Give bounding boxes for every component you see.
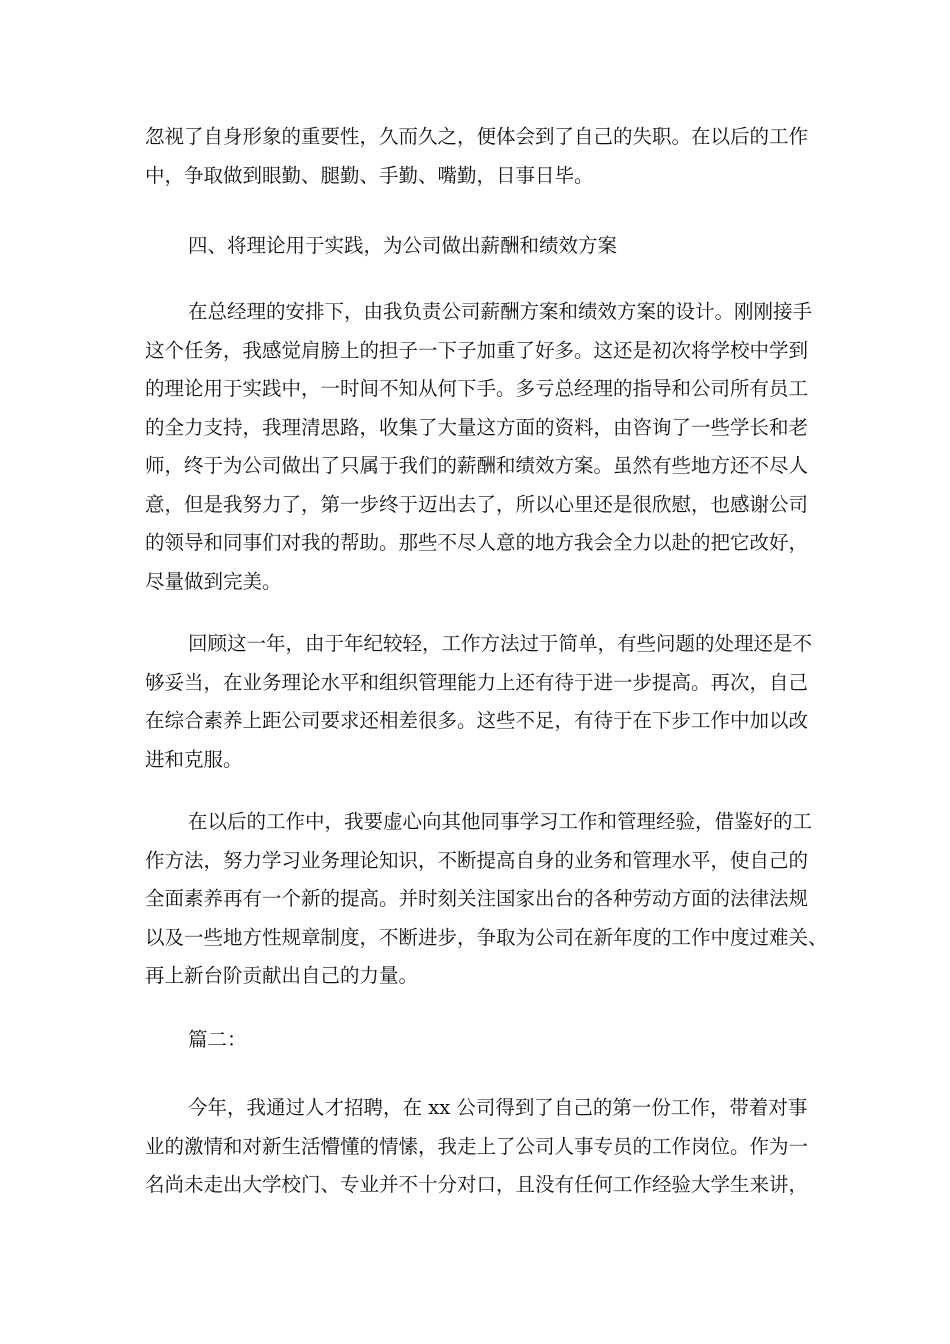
text-line: 的全力支持，我理清思路，收集了大量这方面的资料，由咨询了一些学长和老 bbox=[145, 415, 809, 439]
paragraph-continuation bbox=[145, 118, 811, 195]
paragraph-intro bbox=[145, 1089, 811, 1205]
text-line: 在综合素养上距公司要求还相差很多。这些不足，有待于在下步工作中加以改 bbox=[145, 709, 809, 732]
text-line: 的理论用于实践中，一时间不知从何下手。多亏总经理的指导和公司所有员工 bbox=[145, 377, 809, 400]
text-line: 作方法，努力学习业务理论知识，不断提高自身的业务和管理水平，使自己的 bbox=[145, 848, 809, 872]
text-line: 师，终于为公司做出了只属于我们的薪酬和绩效方案。虽然有些地方还不尽人 bbox=[145, 454, 809, 477]
section-label bbox=[145, 1021, 811, 1060]
text-line: 这个任务，我感觉肩膀上的担子一下子加重了好多。这还是初次将学校中学到 bbox=[145, 338, 809, 362]
text-line: 的领导和同事们对我的帮助。那些不尽人意的地方我会全力以赴的把它改好， bbox=[145, 531, 809, 554]
heading-line: 篇二： bbox=[188, 1028, 247, 1051]
paragraph-review bbox=[145, 625, 811, 779]
text-line: 中，争取做到眼勤、腿勤、手勤、嘴勤，日事日毕。 bbox=[145, 163, 594, 187]
heading-line: 四、将理论用于实践，为公司做出薪酬和绩效方案 bbox=[188, 234, 618, 257]
text-line: 忽视了自身形象的重要性，久而久之，便体会到了自己的失职。在以后的工作 bbox=[145, 125, 809, 148]
text-line: 业的激情和对新生活懵懂的情愫，我走上了公司人事专员的工作岗位。作为一 bbox=[145, 1134, 809, 1158]
text-line: 名尚未走出大学校门、专业并不十分对口，且没有任何工作经验大学生来讲， bbox=[145, 1173, 809, 1196]
text-line: 在总经理的安排下，由我负责公司薪酬方案和绩效方案的设计。刚刚接手 bbox=[188, 300, 813, 323]
text-line: 在以后的工作中，我要虚心向其他同事学习工作和管理经验，借鉴好的工 bbox=[188, 810, 813, 833]
text-line: 尽量做到完美。 bbox=[145, 569, 282, 593]
paragraph-salary-plan bbox=[145, 293, 811, 601]
text-line: 回顾这一年，由于年纪较轻，工作方法过于简单，有些问题的处理还是不 bbox=[188, 632, 813, 655]
text-line: 再上新台阶贡献出自己的力量。 bbox=[145, 964, 419, 987]
text-line: 以及一些地方性规章制度，不断进步，争取为公司在新年度的工作中度过难关、 bbox=[145, 925, 828, 949]
text-line: 今年，我通过人才招聘，在 xx 公司得到了自己的第一份工作，带着对事 bbox=[188, 1096, 808, 1119]
text-line: 意，但是我努力了，第一步终于迈出去了，所以心里还是很欣慰，也感谢公司 bbox=[145, 492, 809, 516]
text-line: 够妥当，在业务理论水平和组织管理能力上还有待于进一步提高。再次，自己 bbox=[145, 670, 809, 694]
text-line: 全面素养再有一个新的提高。并时刻关注国家出台的各种劳动方面的法律法规 bbox=[145, 887, 809, 910]
section-heading bbox=[145, 227, 811, 266]
text-line: 进和克服。 bbox=[145, 747, 243, 771]
paragraph-future bbox=[145, 803, 828, 996]
